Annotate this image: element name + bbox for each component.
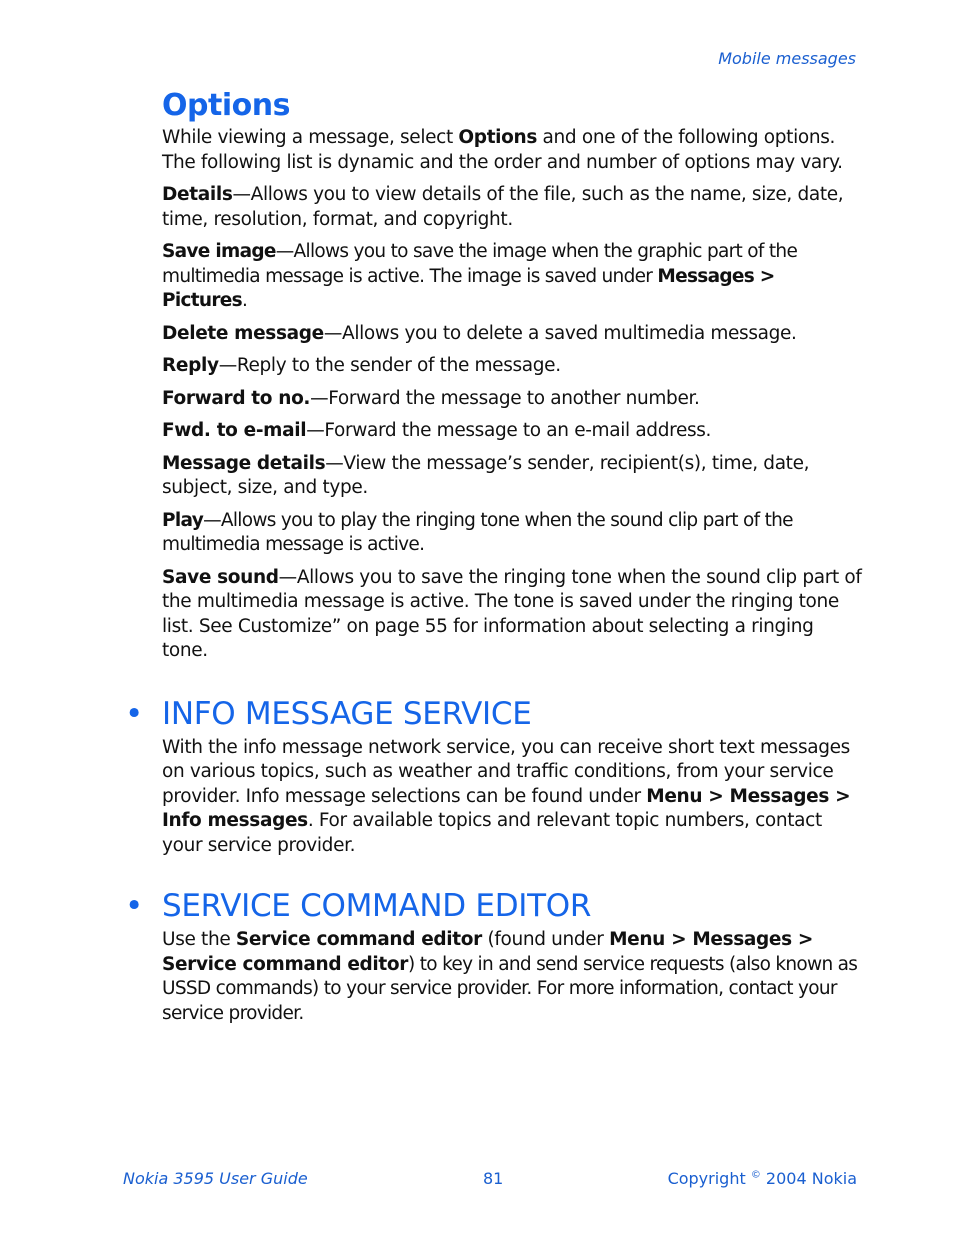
option-forward-to-number: Forward to no.—Forward the message to another number. [162,387,700,409]
info-message-service-heading: • INFO MESSAGE SERVICE [125,695,532,732]
service-command-editor-body: Use the Service command editor (found under Menu > Messages > Service command editor) to key in and send service requests (also known as USSD commands) to your service provider. For more information, contact your service provider. [162,929,858,1024]
page-footer [123,1169,857,1191]
bullet: • [125,695,143,732]
bullet: • [125,888,143,924]
page-number: 81 [483,1169,504,1188]
page-content [125,88,862,1034]
info-message-service-body: With the info message network service, you can receive short text messages on various topics, such as weather and traffic conditions, from your service provider. Info message selections can be found under Menu > Messages > Info messages. For available topics and relevant topic numbers, contact your service provider. [162,736,851,856]
option-save-image: Save image—Allows you to save the image when the graphic part of the multimedia message is active. The image is saved under Messages > Pictures. [162,241,798,311]
option-term: Fwd. to e-mail [162,420,307,441]
option-delete-message: Delete message—Allows you to delete a saved multimedia message. [162,322,797,344]
option-term: Message details [162,452,326,474]
option-play: Play—Allows you to play the ringing tone when the sound clip part of the multimedia message is active. [162,509,793,555]
option-term: Delete message [162,322,324,344]
option-term: Play [162,509,204,531]
copyright: Copyright © 2004 Nokia [667,1169,857,1188]
service-command-editor-heading: • SERVICE COMMAND EDITOR [125,888,592,924]
option-term: Save sound [162,566,279,588]
option-message-details: Message details—View the message’s sender, recipient(s), time, date, subject, size, and type. [162,452,810,498]
option-details: Details—Allows you to view details of the file, such as the name, size, date, time, resolution, format, and copyright. [162,184,844,230]
option-forward-to-email: Fwd. to e-mail—Forward the message to an e-mail address. [162,420,712,441]
option-save-sound: Save sound—Allows you to save the ringing tone when the sound clip part of the multimedia message is active. The tone is saved under the ringing tone list. See Customize” on page 55 for information about selecting a ringing tone. [162,566,862,661]
options-intro: While viewing a message, select Options and one of the following options. The following list is dynamic and the order and number of options may vary. [162,127,843,173]
running-head: Mobile messages [718,49,856,68]
option-term: Forward to no. [162,387,311,409]
options-heading: Options [162,88,290,123]
option-term: Details [162,184,233,205]
option-reply: Reply—Reply to the sender of the message. [162,355,561,376]
option-term: Save image [162,241,276,262]
guide-title: Nokia 3595 User Guide [123,1169,308,1188]
option-term: Reply [162,355,219,376]
